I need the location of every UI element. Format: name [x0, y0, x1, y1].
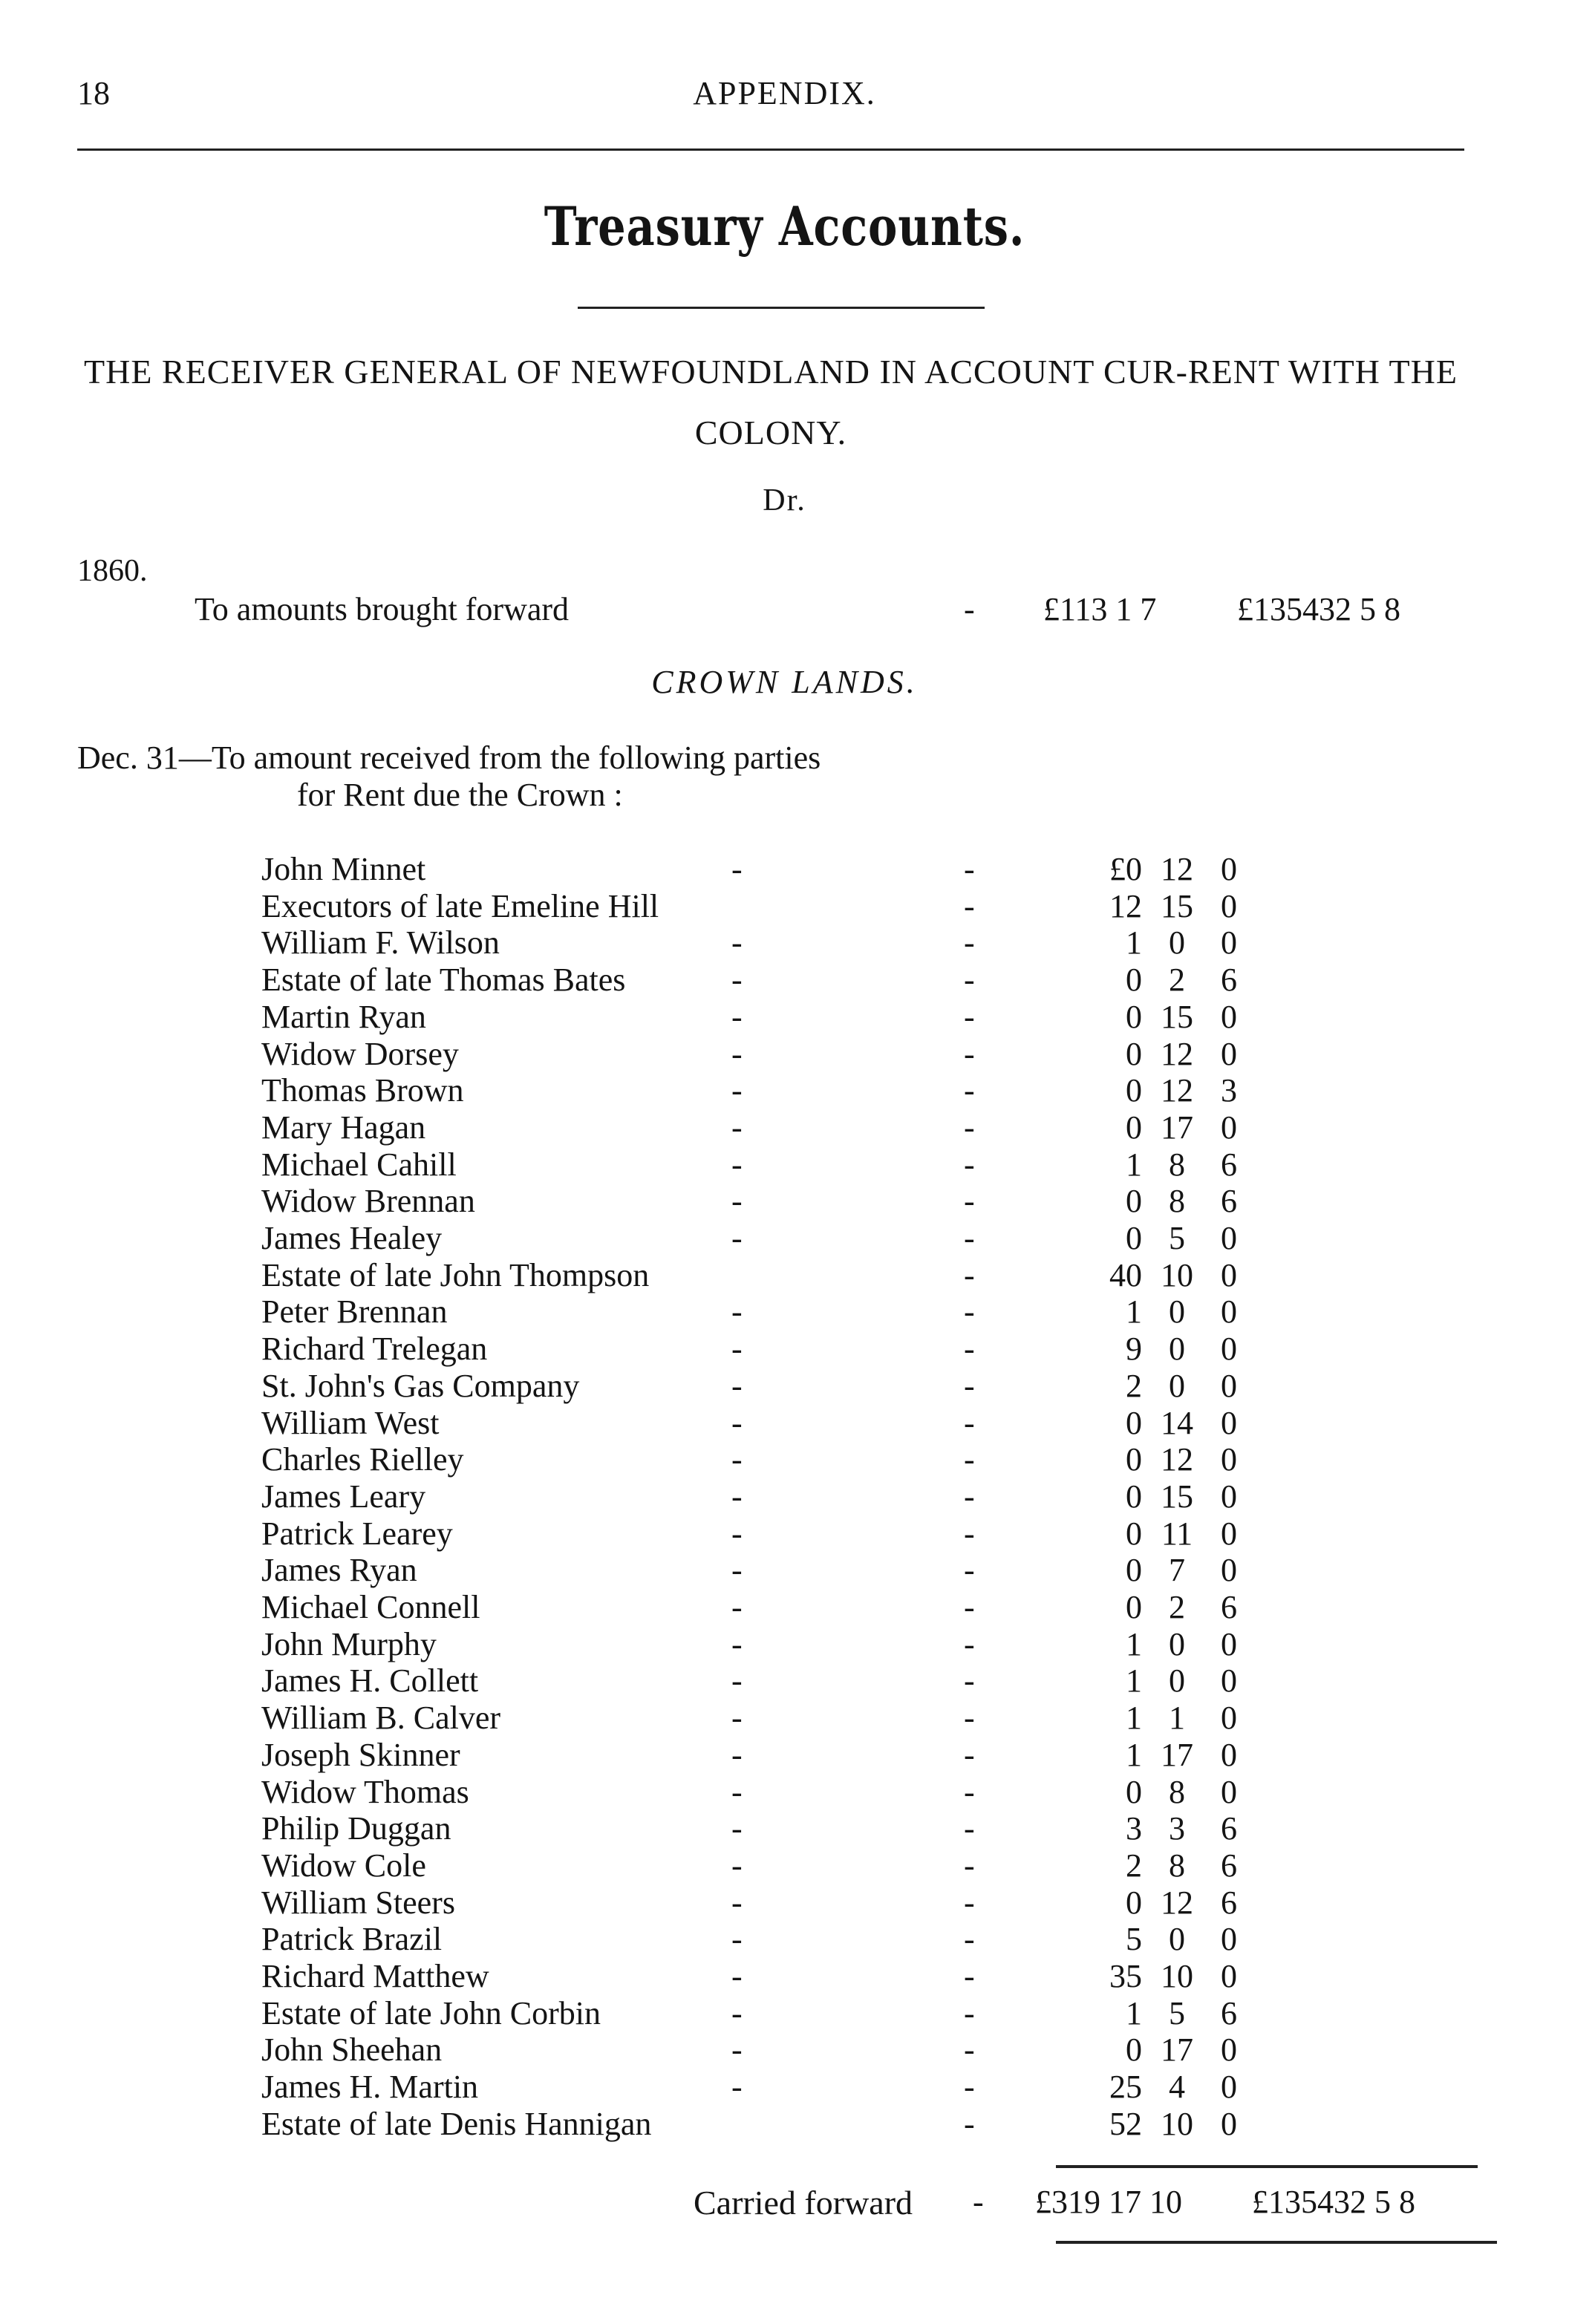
- header-rule: [77, 148, 1464, 151]
- leader-dash: -: [731, 1921, 743, 1958]
- amount-pence: 6: [1221, 962, 1237, 999]
- ledger-row: [0, 924, 1569, 961]
- ledger-row: [0, 2031, 1569, 2068]
- amount-pounds: 0: [1126, 1773, 1142, 1810]
- leader-dash: -: [964, 1625, 975, 1662]
- amount-pounds: 0: [1126, 1441, 1142, 1478]
- ledger-row: [0, 2105, 1569, 2142]
- leader-dash: -: [964, 1847, 975, 1884]
- amount-pounds: 35: [1109, 1958, 1142, 1994]
- amount-pounds: 12: [1109, 887, 1142, 924]
- ledger-row: [0, 1256, 1569, 1293]
- amount-shillings: 17: [1161, 2031, 1193, 2069]
- page-title: Treasury Accounts.: [544, 195, 1025, 258]
- leader-dash: -: [964, 924, 975, 962]
- intro-line-1: Dec. 31—To amount received from the following parties: [77, 740, 821, 776]
- amount-pence: 0: [1221, 1331, 1237, 1368]
- leader-dash: -: [964, 1478, 975, 1515]
- carried-forward-dash: -: [973, 2184, 984, 2220]
- amount-shillings: 12: [1161, 1441, 1193, 1478]
- amount-pence: 0: [1221, 851, 1237, 887]
- leader-dash: -: [731, 1884, 743, 1921]
- ledger-row: [0, 1035, 1569, 1072]
- payer-name: Richard Trelegan: [261, 1331, 488, 1368]
- brought-forward-label: To amounts brought forward: [195, 591, 570, 627]
- leader-dash: -: [964, 2031, 975, 2069]
- amount-pence: 0: [1221, 1256, 1237, 1293]
- payer-name: James Healey: [261, 1220, 443, 1256]
- carried-forward-amount-2: £135432 5 8: [1252, 2184, 1415, 2220]
- leader-dash: -: [964, 1700, 975, 1737]
- payer-name: Estate of late Denis Hannigan: [261, 2105, 652, 2142]
- leader-dash: -: [964, 851, 975, 887]
- leader-dash: -: [731, 1958, 743, 1994]
- amount-pence: 0: [1221, 1958, 1237, 1994]
- amount-pence: 0: [1221, 1109, 1237, 1146]
- running-title: APPENDIX.: [693, 75, 876, 111]
- leader-dash: -: [731, 1035, 743, 1072]
- ledger-row: [0, 1404, 1569, 1441]
- payer-name: Patrick Learey: [261, 1515, 453, 1552]
- leader-dash: -: [731, 1293, 743, 1331]
- amount-pounds: 1: [1126, 1994, 1142, 2031]
- amount-shillings: 0: [1169, 1662, 1185, 1700]
- payer-name: Widow Cole: [261, 1847, 426, 1884]
- leader-dash: -: [731, 2031, 743, 2069]
- amount-pounds: 0: [1126, 1552, 1142, 1589]
- leader-dash: -: [964, 2069, 975, 2106]
- amount-pounds: 0: [1126, 1220, 1142, 1256]
- amount-shillings: 15: [1161, 887, 1193, 924]
- leader-dash: -: [964, 887, 975, 924]
- account-heading: THE RECEIVER GENERAL OF NEWFOUNDLAND IN ACCOUNT CUR-RENT WITH THE COLONY.: [84, 353, 1458, 451]
- leader-dash: -: [964, 1293, 975, 1331]
- payer-name: James H. Collett: [261, 1662, 479, 1700]
- amount-pence: 0: [1221, 1736, 1237, 1773]
- payer-name: James Leary: [261, 1478, 426, 1515]
- amount-shillings: 15: [1161, 1478, 1193, 1515]
- leader-dash: -: [964, 1331, 975, 1368]
- amount-pence: 0: [1221, 1700, 1237, 1737]
- page-number: 18: [77, 75, 110, 111]
- amount-pounds: 0: [1126, 1478, 1142, 1515]
- brought-forward-amount-2: £135432 5 8: [1237, 591, 1400, 627]
- section-title: CROWN LANDS.: [651, 664, 918, 700]
- amount-pounds: 0: [1126, 1109, 1142, 1146]
- year-label: 1860.: [77, 554, 148, 588]
- ledger-row: [0, 1957, 1569, 1994]
- leader-dash: -: [964, 1256, 975, 1293]
- carried-forward-amount-1: £319 17 10: [1035, 2184, 1182, 2220]
- leader-dash: -: [964, 962, 975, 999]
- leader-dash: -: [731, 1220, 743, 1256]
- leader-dash: -: [964, 1109, 975, 1146]
- leader-dash: -: [731, 1331, 743, 1368]
- leader-dash: -: [964, 1958, 975, 1994]
- leader-dash: -: [731, 1847, 743, 1884]
- ledger-row: [0, 1071, 1569, 1109]
- leader-dash: -: [731, 1700, 743, 1737]
- leader-dash: -: [964, 1994, 975, 2031]
- amount-shillings: 0: [1169, 924, 1185, 962]
- leader-dash: -: [964, 1589, 975, 1625]
- amount-shillings: 15: [1161, 998, 1193, 1035]
- leader-dash: -: [731, 1441, 743, 1478]
- payer-name: Estate of late John Corbin: [261, 1994, 601, 2031]
- amount-pence: 0: [1221, 1662, 1237, 1700]
- debit-label: Dr.: [763, 483, 806, 518]
- carried-forward-label: Carried forward: [694, 2184, 913, 2222]
- leader-dash: -: [731, 1404, 743, 1441]
- amount-pounds: 1: [1126, 1293, 1142, 1331]
- amount-pence: 0: [1221, 1773, 1237, 1810]
- ledger-row: [0, 887, 1569, 924]
- amount-pounds: 0: [1126, 998, 1142, 1035]
- payer-name: James H. Martin: [261, 2069, 479, 2106]
- leader-dash: -: [964, 1773, 975, 1810]
- payer-name: Michael Connell: [261, 1589, 480, 1625]
- leader-dash: -: [731, 1736, 743, 1773]
- ledger-row: [0, 1219, 1569, 1256]
- amount-pence: 0: [1221, 1404, 1237, 1441]
- amount-shillings: 0: [1169, 1921, 1185, 1958]
- payer-name: William West: [261, 1404, 440, 1441]
- ledger-row: [0, 1920, 1569, 1957]
- title-rule: [578, 307, 985, 309]
- amount-pounds: 1: [1126, 1662, 1142, 1700]
- amount-pounds: 0: [1126, 1884, 1142, 1921]
- ledger-row: [0, 1330, 1569, 1367]
- leader-dash: -: [731, 962, 743, 999]
- ledger-row: [0, 998, 1569, 1035]
- leader-dash: -: [731, 1625, 743, 1662]
- amount-pounds: 0: [1126, 2031, 1142, 2069]
- payer-name: William F. Wilson: [261, 924, 500, 962]
- ledger-row: [0, 1293, 1569, 1330]
- leader-dash: -: [964, 1183, 975, 1220]
- payer-name: Thomas Brown: [261, 1072, 464, 1109]
- amount-shillings: 8: [1169, 1847, 1185, 1884]
- amount-shillings: 10: [1161, 2105, 1193, 2142]
- ledger-row: [0, 1146, 1569, 1183]
- leader-dash: -: [731, 1515, 743, 1552]
- payer-name: Mary Hagan: [261, 1109, 426, 1146]
- ledger-row: [0, 1109, 1569, 1146]
- amount-shillings: 1: [1169, 1700, 1185, 1737]
- leader-dash: -: [964, 1146, 975, 1183]
- leader-dash: -: [731, 1552, 743, 1589]
- amount-pence: 0: [1221, 1441, 1237, 1478]
- ledger-row: [0, 1182, 1569, 1219]
- ledger-row: [0, 1736, 1569, 1773]
- ledger-row: [0, 1551, 1569, 1588]
- leader-dash: -: [964, 2105, 975, 2142]
- amount-shillings: 11: [1161, 1515, 1193, 1552]
- leader-dash: -: [964, 1072, 975, 1109]
- amount-pounds: 0: [1126, 1183, 1142, 1220]
- payer-name: Charles Rielley: [261, 1441, 464, 1478]
- payer-name: Widow Brennan: [261, 1183, 475, 1220]
- amount-pence: 3: [1221, 1072, 1237, 1109]
- amount-pounds: 2: [1126, 1367, 1142, 1404]
- payer-name: Patrick Brazil: [261, 1921, 443, 1958]
- leader-dash: -: [964, 1441, 975, 1478]
- amount-pence: 0: [1221, 924, 1237, 962]
- amount-pence: 0: [1221, 1220, 1237, 1256]
- amount-pounds: 1: [1126, 1700, 1142, 1737]
- leader-dash: -: [731, 1367, 743, 1404]
- amount-pounds: 0: [1126, 1404, 1142, 1441]
- amount-shillings: 17: [1161, 1109, 1193, 1146]
- amount-shillings: 3: [1169, 1810, 1185, 1847]
- ledger-row: [0, 1809, 1569, 1847]
- amount-shillings: 0: [1169, 1331, 1185, 1368]
- leader-dash: -: [964, 1921, 975, 1958]
- amount-shillings: 17: [1161, 1736, 1193, 1773]
- leader-dash: -: [964, 1736, 975, 1773]
- payer-name: Widow Thomas: [261, 1773, 469, 1810]
- amount-pence: 0: [1221, 1478, 1237, 1515]
- ledger-row: [0, 1515, 1569, 1552]
- amount-shillings: 8: [1169, 1146, 1185, 1183]
- sum-rule: [1056, 2165, 1478, 2168]
- ledger-row: [0, 850, 1569, 887]
- amount-pence: 6: [1221, 1994, 1237, 2031]
- amount-pounds: 40: [1109, 1256, 1142, 1293]
- amount-shillings: 8: [1169, 1773, 1185, 1810]
- amount-pence: 0: [1221, 1367, 1237, 1404]
- payer-name: Widow Dorsey: [261, 1035, 459, 1072]
- payer-name: Joseph Skinner: [261, 1736, 460, 1773]
- payer-name: Executors of late Emeline Hill: [261, 887, 659, 924]
- ledger-row: [0, 1625, 1569, 1662]
- payer-name: Martin Ryan: [261, 998, 426, 1035]
- amount-shillings: 12: [1161, 1072, 1193, 1109]
- leader-dash: -: [964, 1515, 975, 1552]
- amount-pence: 0: [1221, 2069, 1237, 2106]
- payer-name: James Ryan: [261, 1552, 417, 1589]
- amount-shillings: 2: [1169, 962, 1185, 999]
- leader-dash: -: [731, 924, 743, 962]
- leader-dash: -: [964, 998, 975, 1035]
- payer-name: William Steers: [261, 1884, 455, 1921]
- ledger-row: [0, 1699, 1569, 1736]
- leader-dash: -: [964, 1552, 975, 1589]
- leader-dash: -: [731, 1109, 743, 1146]
- amount-pence: 0: [1221, 998, 1237, 1035]
- amount-pounds: 3: [1126, 1810, 1142, 1847]
- amount-shillings: 5: [1169, 1994, 1185, 2031]
- leader-dash: -: [964, 1810, 975, 1847]
- leader-dash: -: [731, 1183, 743, 1220]
- amount-pounds: 2: [1126, 1847, 1142, 1884]
- payer-name: Estate of late Thomas Bates: [261, 962, 626, 999]
- payer-name: John Sheehan: [261, 2031, 443, 2069]
- amount-pence: 0: [1221, 1625, 1237, 1662]
- ledger-row: [0, 1884, 1569, 1921]
- leader-dash: -: [964, 1404, 975, 1441]
- brought-forward-amount-1: £113 1 7: [1043, 591, 1157, 627]
- intro-line-2: for Rent due the Crown :: [297, 777, 623, 813]
- amount-pence: 6: [1221, 1589, 1237, 1625]
- ledger-row: [0, 1773, 1569, 1810]
- ledger-row: [0, 1994, 1569, 2031]
- amount-pence: 0: [1221, 1552, 1237, 1589]
- amount-pounds: 25: [1109, 2069, 1142, 2106]
- amount-pounds: 1: [1126, 1146, 1142, 1183]
- amount-shillings: 8: [1169, 1183, 1185, 1220]
- leader-dash: -: [731, 1589, 743, 1625]
- amount-shillings: 5: [1169, 1220, 1185, 1256]
- payer-name: Peter Brennan: [261, 1293, 448, 1331]
- amount-pence: 0: [1221, 1293, 1237, 1331]
- amount-pounds: 1: [1126, 924, 1142, 962]
- amount-pounds: 0: [1126, 1035, 1142, 1072]
- ledger-row: [0, 1367, 1569, 1404]
- amount-pounds: 1: [1126, 1625, 1142, 1662]
- leader-dash: -: [964, 1220, 975, 1256]
- amount-pence: 0: [1221, 2105, 1237, 2142]
- ledger-row: [0, 961, 1569, 998]
- leader-dash: -: [731, 1072, 743, 1109]
- leader-dash: -: [964, 1367, 975, 1404]
- amount-pence: 6: [1221, 1810, 1237, 1847]
- amount-shillings: 12: [1161, 851, 1193, 887]
- amount-pence: 0: [1221, 2031, 1237, 2069]
- ledger-row: [0, 1662, 1569, 1699]
- leader-dash: -: [731, 1662, 743, 1700]
- payer-name: Estate of late John Thompson: [261, 1256, 650, 1293]
- leader-dash: -: [731, 851, 743, 887]
- amount-shillings: 2: [1169, 1589, 1185, 1625]
- amount-pence: 6: [1221, 1847, 1237, 1884]
- leader-dash: -: [731, 1773, 743, 1810]
- brought-forward-dash: -: [964, 591, 975, 627]
- leader-dash: -: [964, 1035, 975, 1072]
- amount-pounds: 52: [1109, 2105, 1142, 2142]
- leader-dash: -: [731, 998, 743, 1035]
- ledger-row: [0, 1440, 1569, 1478]
- amount-pounds: 0: [1126, 1515, 1142, 1552]
- amount-shillings: 12: [1161, 1035, 1193, 1072]
- leader-dash: -: [964, 1662, 975, 1700]
- payer-name: St. John's Gas Company: [261, 1367, 580, 1404]
- bottom-rule: [1056, 2241, 1497, 2244]
- amount-shillings: 7: [1169, 1552, 1185, 1589]
- payer-name: John Minnet: [261, 851, 426, 887]
- ledger-row: [0, 1478, 1569, 1515]
- leader-dash: -: [964, 1884, 975, 1921]
- amount-shillings: 12: [1161, 1884, 1193, 1921]
- amount-pence: 0: [1221, 1515, 1237, 1552]
- amount-pounds: 5: [1126, 1921, 1142, 1958]
- leader-dash: -: [731, 1994, 743, 2031]
- amount-pence: 6: [1221, 1183, 1237, 1220]
- leader-dash: -: [731, 2069, 743, 2106]
- ledger-row: [0, 1847, 1569, 1884]
- leader-dash: -: [731, 1810, 743, 1847]
- amount-shillings: 10: [1161, 1958, 1193, 1994]
- amount-pounds: 0: [1126, 1589, 1142, 1625]
- payer-name: William B. Calver: [261, 1700, 501, 1737]
- amount-shillings: 10: [1161, 1256, 1193, 1293]
- amount-pence: 0: [1221, 1035, 1237, 1072]
- payer-name: Michael Cahill: [261, 1146, 457, 1183]
- amount-pounds: 1: [1126, 1736, 1142, 1773]
- amount-shillings: 0: [1169, 1625, 1185, 1662]
- amount-shillings: 0: [1169, 1367, 1185, 1404]
- payer-name: Richard Matthew: [261, 1958, 489, 1994]
- amount-pence: 6: [1221, 1884, 1237, 1921]
- amount-shillings: 14: [1161, 1404, 1193, 1441]
- amount-pounds: 0: [1126, 1072, 1142, 1109]
- amount-pence: 0: [1221, 1921, 1237, 1958]
- amount-pence: 6: [1221, 1146, 1237, 1183]
- amount-shillings: 4: [1169, 2069, 1185, 2106]
- leader-dash: -: [731, 1146, 743, 1183]
- amount-pounds: 0: [1126, 962, 1142, 999]
- leader-dash: -: [731, 1478, 743, 1515]
- amount-pounds: 9: [1126, 1331, 1142, 1368]
- ledger-row: [0, 2068, 1569, 2105]
- payer-name: John Murphy: [261, 1625, 437, 1662]
- ledger-row: [0, 1588, 1569, 1625]
- amount-pence: 0: [1221, 887, 1237, 924]
- amount-shillings: 0: [1169, 1293, 1185, 1331]
- amount-pounds: £0: [1109, 851, 1142, 887]
- payer-name: Philip Duggan: [261, 1810, 451, 1847]
